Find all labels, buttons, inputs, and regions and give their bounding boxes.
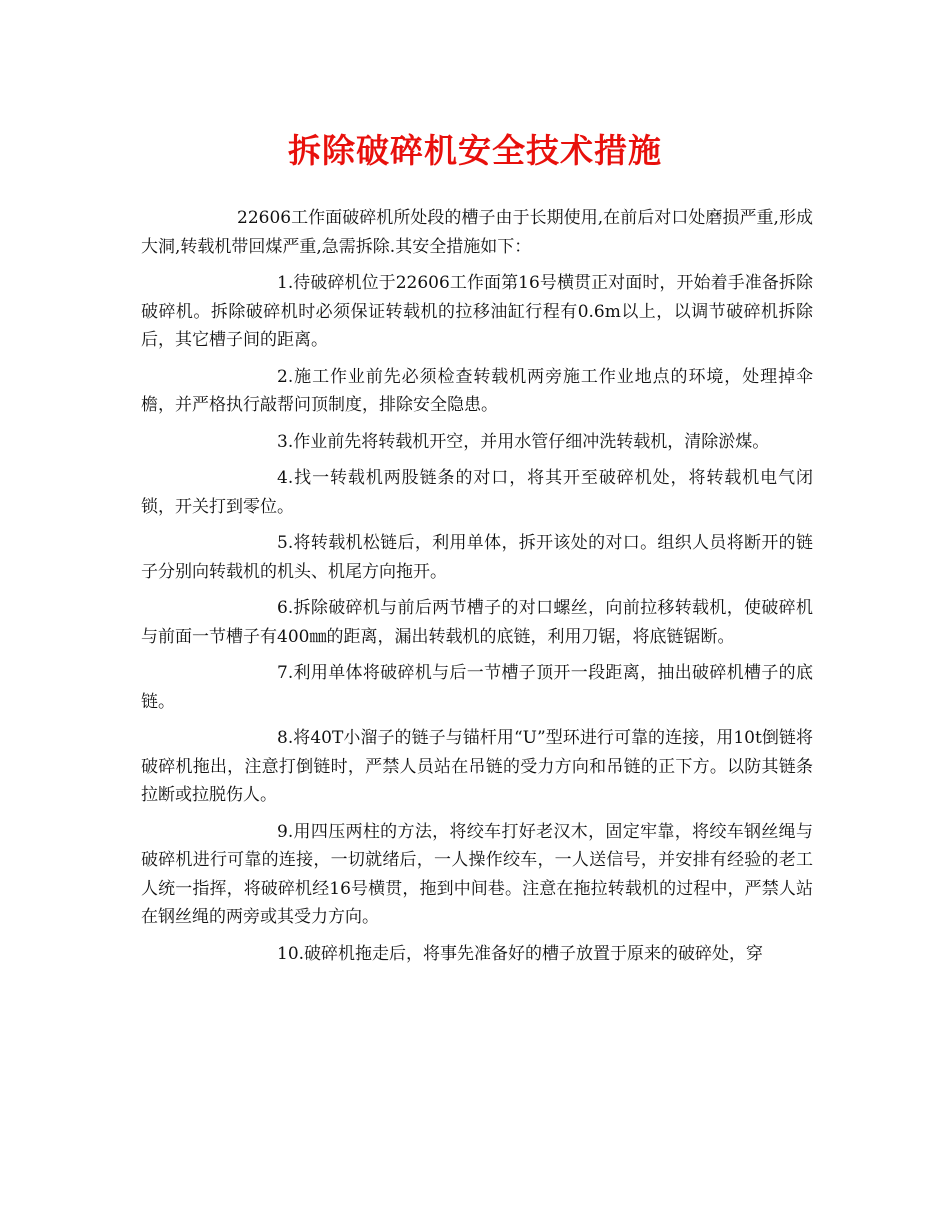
measure-item-5: 5.将转载机松链后，利用单体，拆开该处的对口。组织人员将断开的链子分别向转载机的机头、机尾方向拖开。 (141, 533, 813, 582)
measure-item-4: 4.找一转载机两股链条的对口，将其开至破碎机处，将转载机电气闭锁，开关打到零位。 (141, 468, 813, 517)
measure-item-10: 10.破碎机拖走后，将事先准备好的槽子放置于原来的破碎处，穿 (277, 943, 764, 964)
measure-item-2: 2.施工作业前先必须检查转载机两旁施工作业地点的环境，处理掉伞檐，并严格执行敲帮问顶制度，排除安全隐患。 (141, 366, 813, 415)
intro-paragraph: 22606工作面破碎机所处段的槽子由于长期使用,在前后对口处磨损严重,形成大洞,转载机带回煤严重,急需拆除.其安全措施如下： (141, 208, 813, 257)
measure-item-1: 1.待破碎机位于22606工作面第16号横贯正对面时，开始着手准备拆除破碎机。拆除破碎机时必须保证转载机的拉移油缸行程有0.6m以上，以调节破碎机拆除后，其它槽子间的距离。 (141, 273, 813, 350)
measure-item-6: 6.拆除破碎机与前后两节槽子的对口螺丝，向前拉移转载机，使破碎机与前面一节槽子有400㎜的距离，漏出转载机的底链，利用刀锯，将底链锯断。 (141, 598, 813, 647)
document-title: 拆除破碎机安全技术措施 (288, 131, 662, 170)
measure-item-7: 7.利用单体将破碎机与后一节槽子顶开一段距离，抽出破碎机槽子的底链。 (141, 663, 813, 712)
measure-item-3: 3.作业前先将转载机开空，并用水管仔细冲洗转载机，清除淤煤。 (277, 431, 770, 452)
document-body (141, 204, 813, 976)
measure-item-9: 9.用四压两柱的方法，将绞车打好老汉木，固定牢靠，将绞车钢丝绳与破碎机进行可靠的连接，一切就绪后，一人操作绞车，一人送信号，并安排有经验的老工人统一指挥，将破碎机经16号横贯，拖到中间巷。注意在拖拉转载机的过程中，严禁人站在钢丝绳的两旁或其受力方向。 (141, 821, 813, 927)
measure-item-8: 8.将40T小溜子的链子与锚杆用“U”型环进行可靠的连接，用10t倒链将破碎机拖出，注意打倒链时，严禁人员站在吊链的受力方向和吊链的正下方。以防其链条拉断或拉脱伤人。 (141, 728, 813, 805)
